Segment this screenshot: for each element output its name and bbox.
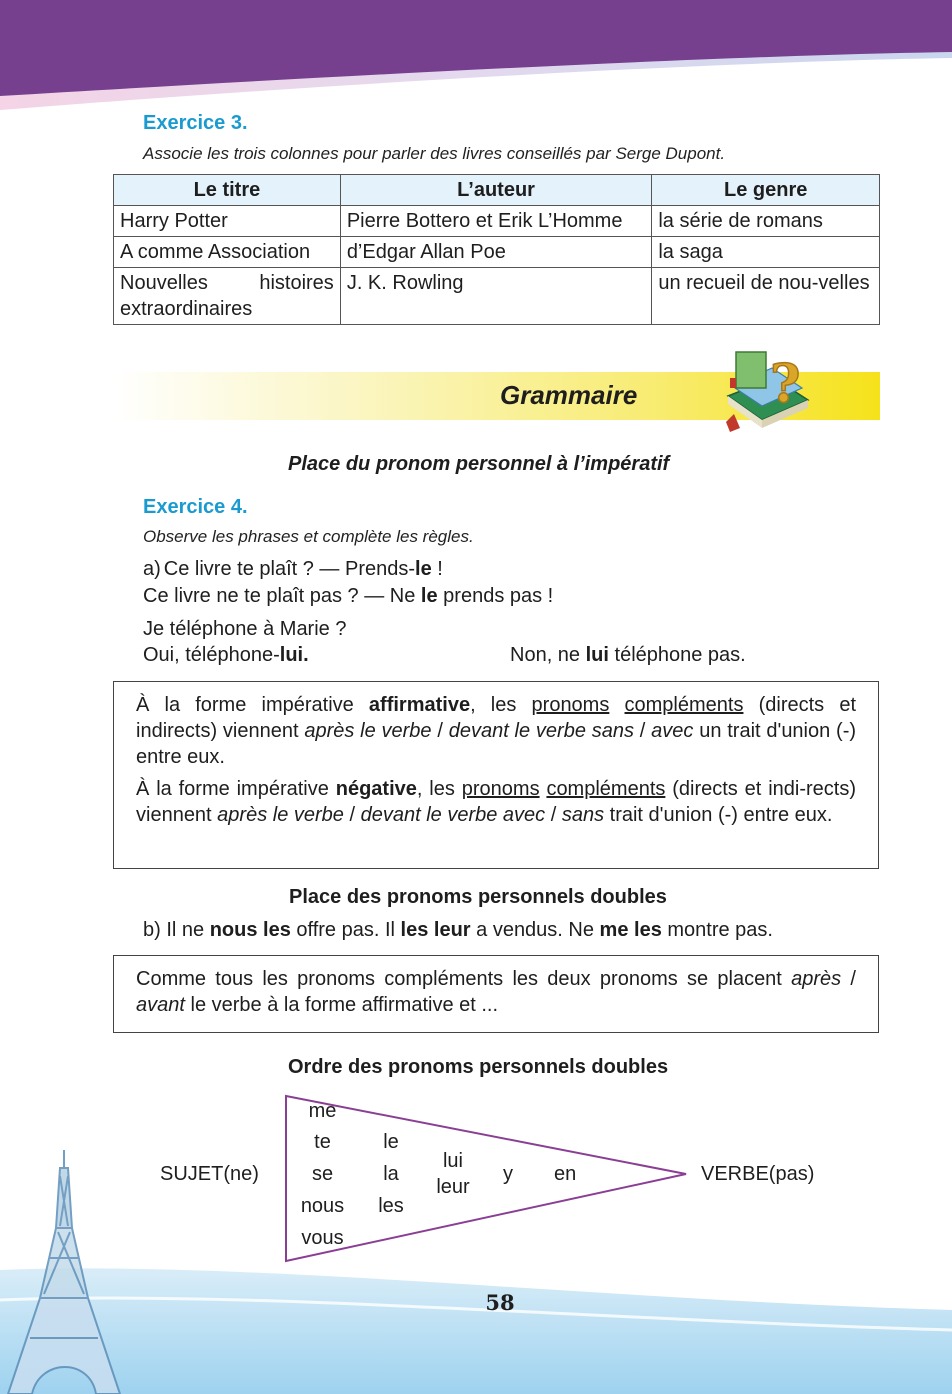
- svg-text:?: ?: [770, 354, 801, 415]
- ordre-heading: Ordre des pronoms personnels doubles: [288, 1056, 669, 1078]
- example-text: !: [431, 558, 443, 580]
- table-cell: A comme Association: [114, 237, 341, 268]
- table-cell: Harry Potter: [114, 206, 341, 237]
- pronoun-la: la: [383, 1163, 399, 1185]
- table-cell: la saga: [652, 237, 880, 268]
- example-text: téléphone pas.: [608, 644, 746, 666]
- pronoun-nous: nous: [300, 1195, 345, 1217]
- table-row: [114, 237, 880, 268]
- example-line-a1: [143, 556, 443, 582]
- example-line-a5: [510, 642, 746, 668]
- example-bold: le: [415, 558, 432, 580]
- pronoun-me: me: [308, 1100, 337, 1122]
- exercise-4-instruction: Observe les phrases et complète les règles.: [143, 527, 474, 546]
- rule-doubles-text: Comme tous les pronoms compléments les deux pronoms se placent après / avant le verbe à la forme affirmative et ...: [136, 968, 856, 1016]
- rule-affirmative: À la forme impérative affirmative, les pronoms compléments (directs et indirects) viennent après le verbe / devant le verbe sans / avec un trait d'union (-) entre eux.: [136, 694, 857, 768]
- table-header-row: [114, 175, 880, 206]
- table-cell: la série de romans: [652, 206, 880, 237]
- example-line-a2: [143, 583, 553, 609]
- pronoun-vous: vous: [301, 1227, 344, 1249]
- table-cell: Nouvelles histoires extraordinaires: [114, 268, 341, 325]
- section-subtitle: Place du pronom personnel à l’impératif: [288, 453, 670, 475]
- example-line-a4: [143, 642, 309, 668]
- books-question-icon: [722, 348, 812, 440]
- grammaire-title: Grammaire: [500, 380, 638, 410]
- example-text: prends pas !: [437, 585, 554, 607]
- pronoun-le: le: [383, 1131, 399, 1153]
- rule-box-imperative: [113, 681, 879, 869]
- example-bold: le: [420, 585, 438, 607]
- table-header-cell: L’auteur: [340, 175, 652, 206]
- sujet-label: SUJET(ne): [160, 1163, 259, 1185]
- page-number: 58: [485, 1290, 515, 1315]
- table-cell: un recueil de nou-velles: [652, 268, 880, 325]
- table-header-cell: Le genre: [652, 175, 880, 206]
- example-line-a3: Je téléphone à Marie ?: [143, 618, 347, 640]
- example-text: Non, ne: [510, 644, 586, 666]
- item-marker: a): [143, 558, 161, 580]
- table-row: [114, 268, 880, 325]
- doubles-heading: Place des pronoms personnels doubles: [289, 886, 667, 908]
- pronoun-y: y: [503, 1163, 513, 1185]
- header-band: [0, 0, 952, 120]
- exercise-3-instruction: Associe les trois colonnes pour parler des livres conseillés par Serge Dupont.: [143, 144, 726, 163]
- pronoun-se: se: [311, 1163, 334, 1185]
- example-text: Ce livre te plaît ? — Prends-: [163, 558, 416, 580]
- rule-negative: À la forme impérative négative, les pronoms compléments (directs et indi-rects) viennent après le verbe / devant le verbe avec / sans trait d'union (-) entre eux.: [136, 778, 856, 826]
- pronoun-les: les: [378, 1195, 404, 1217]
- example-bold: lui.: [279, 644, 309, 666]
- example-line-b: b) Il ne nous les offre pas. Il les leur a vendus. Ne me les montre pas.: [143, 919, 773, 941]
- exercise-3-title: Exercice 3.: [143, 112, 248, 134]
- example-text: Oui, téléphone-: [143, 644, 280, 666]
- example-text: Ce livre ne te plaît pas ? — Ne: [143, 585, 421, 607]
- pronoun-lui: lui: [442, 1150, 463, 1172]
- exercise-4-title: Exercice 4.: [143, 496, 248, 518]
- pronoun-te: te: [314, 1131, 331, 1153]
- table-header-cell: Le titre: [114, 175, 341, 206]
- books-table: [113, 174, 880, 325]
- table-cell: J. K. Rowling: [340, 268, 652, 325]
- pronoun-leur: leur: [436, 1176, 470, 1198]
- example-bold: lui: [585, 644, 609, 666]
- rule-box-doubles: [113, 955, 879, 1033]
- pronoun-order-diagram: [0, 1090, 952, 1265]
- table-cell: d’Edgar Allan Poe: [340, 237, 652, 268]
- verbe-label: VERBE(pas): [701, 1163, 815, 1185]
- table-cell: Pierre Bottero et Erik L’Homme: [340, 206, 652, 237]
- pronoun-en: en: [554, 1163, 577, 1185]
- table-row: [114, 206, 880, 237]
